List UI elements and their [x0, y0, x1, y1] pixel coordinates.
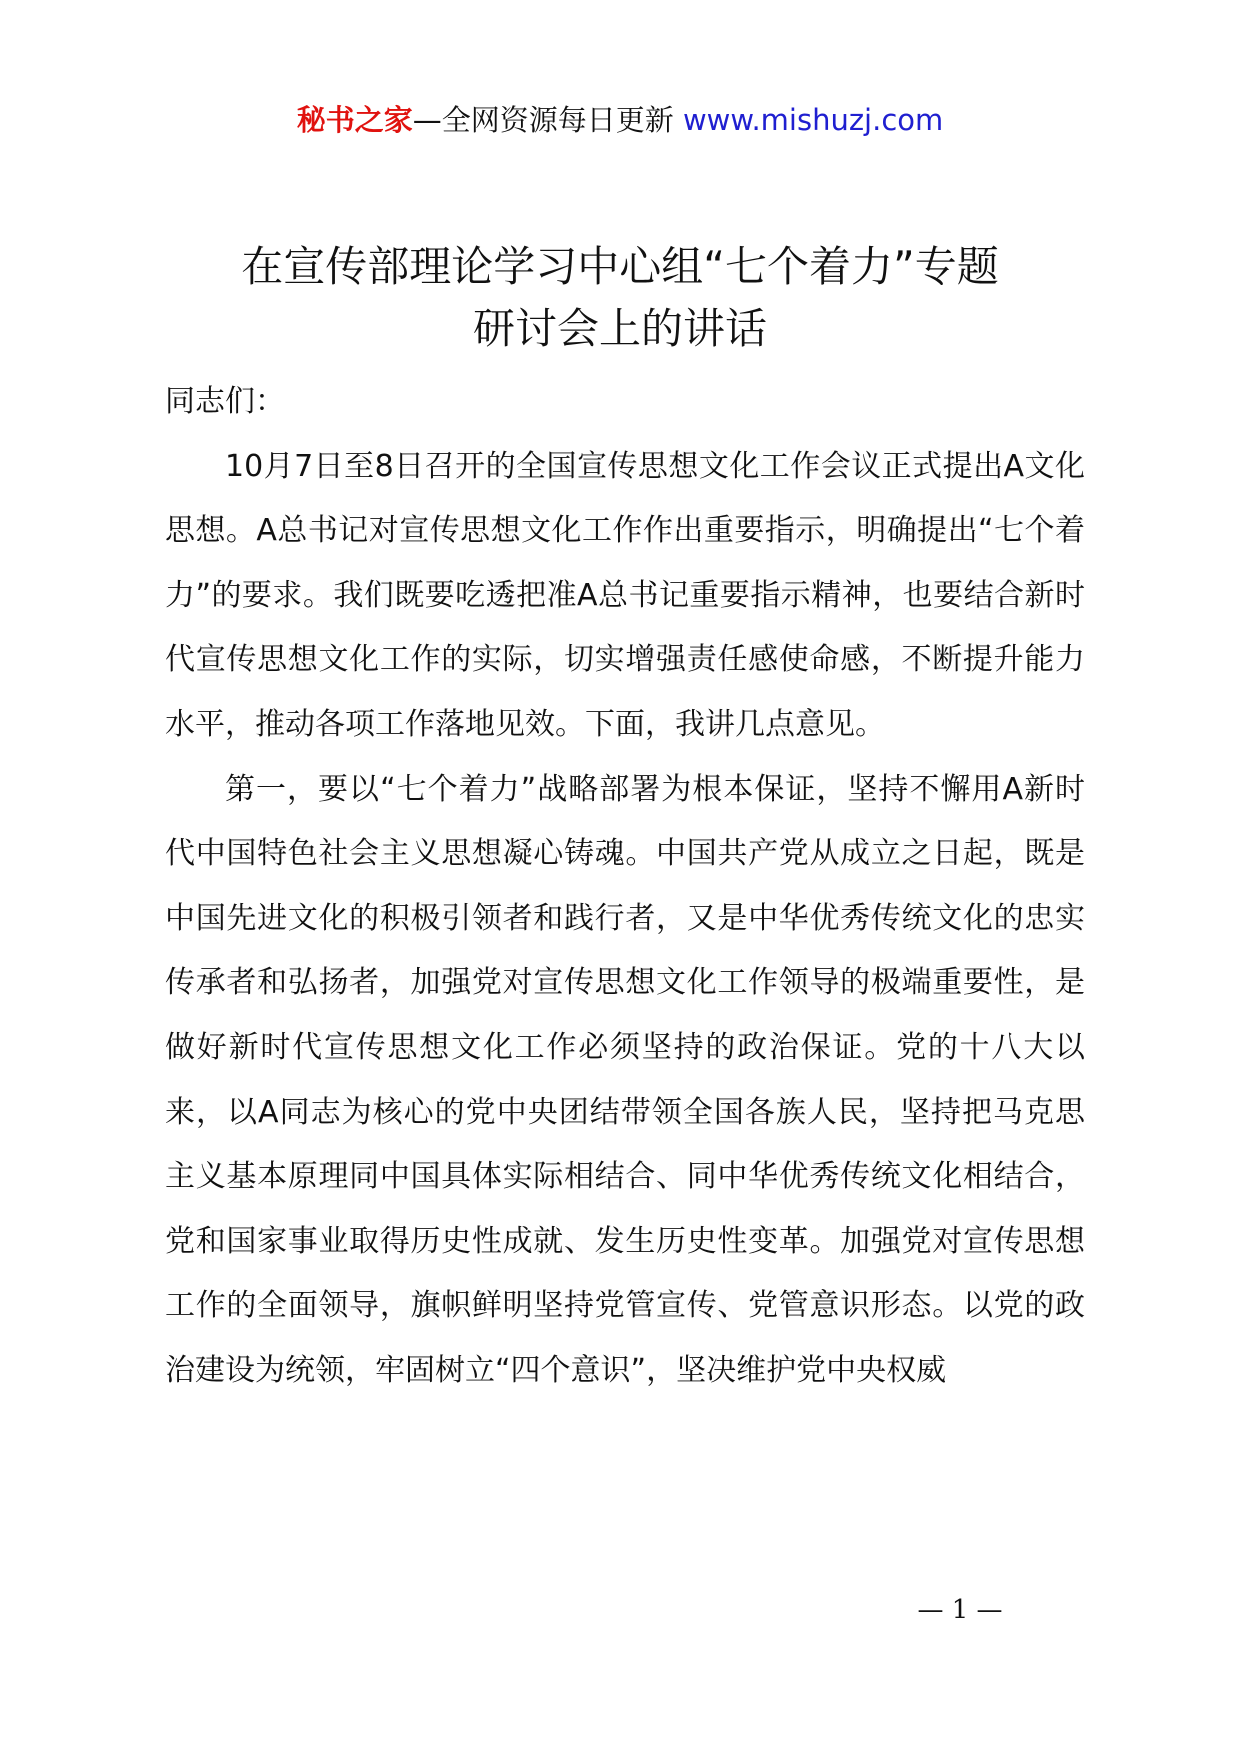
header-tagline: —全网资源每日更新	[412, 103, 683, 137]
title-line-1: 在宣传部理论学习中心组“七个着力”专题	[241, 242, 999, 291]
page-number: — 1 —	[917, 1595, 1003, 1625]
paragraph-first-point: 第一，要以“七个着力”战略部署为根本保证，坚持不懈用A新时代中国特色社会主义思想凝心铸魂。中国共产党从成立之日起，既是中国先进文化的积极引领者和践行者，又是中华优秀传统文化的忠实传承者和弘扬者，加强党对宣传思想文化工作领导的极端重要性，是做好新时代宣传思想文化工作必须坚持的政治保证。党的十八大以来，以A同志为核心的党中央团结带领全国各族人民，坚持把马克思主义基本原理同中国具体实际相结合、同中华优秀传统文化相结合，党和国家事业取得历史性成就、发生历史性变革。加强党对宣传思想工作的全面领导，旗帜鲜明坚持党管宣传、党管意识形态。以党的政治建设为统领，牢固树立“四个意识”，坚决维护党中央权威	[165, 771, 1085, 1388]
site-url-link[interactable]: www.mishuzj.com	[682, 103, 944, 137]
paragraph-intro: 10月7日至8日召开的全国宣传思想文化工作会议正式提出A文化思想。A总书记对宣传思想文化工作作出重要指示，明确提出“七个着力”的要求。我们既要吃透把准A总书记重要指示精神，也要结合新时代宣传思想文化工作的实际，切实增强责任感使命感，不断提升能力水平，推动各项工作落地见效。下面，我讲几点意见。	[165, 448, 1085, 742]
brand-name: 秘书之家	[296, 103, 413, 137]
salutation: 同志们：	[165, 384, 285, 419]
site-header	[0, 100, 1240, 140]
document-body	[165, 370, 1085, 1404]
document-title	[0, 236, 1240, 360]
title-line-2: 研讨会上的讲话	[472, 304, 767, 353]
